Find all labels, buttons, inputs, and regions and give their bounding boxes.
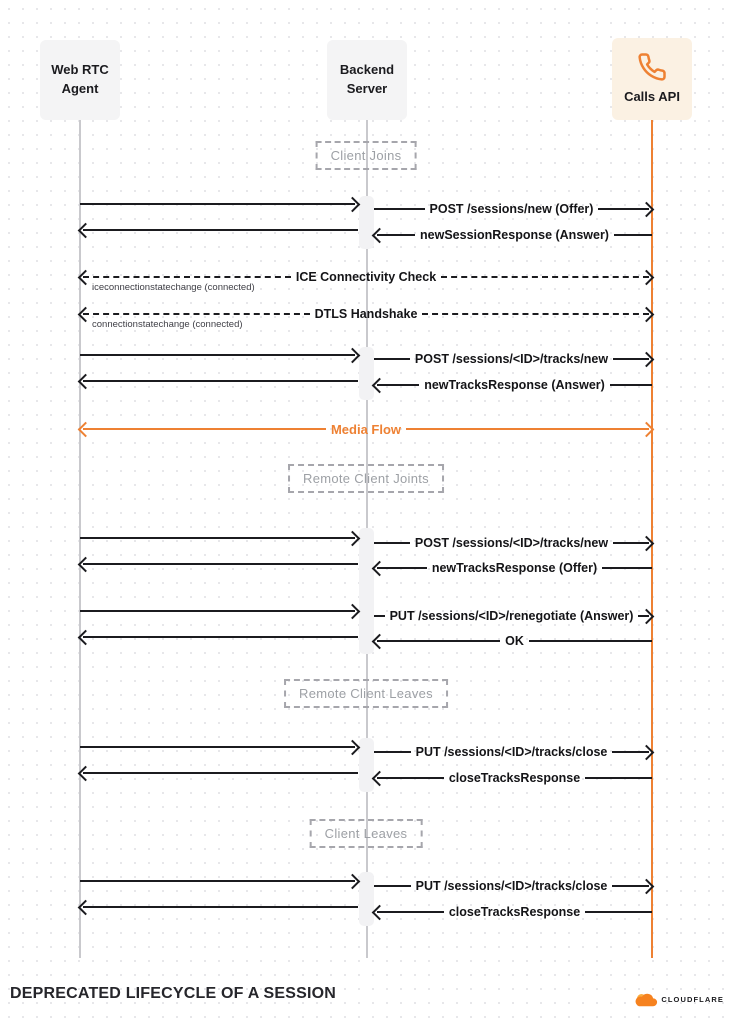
dashed-arrow-line (441, 276, 649, 278)
actor-label: Server (346, 81, 388, 96)
arrowhead-right-icon (345, 739, 361, 755)
phone-icon (637, 52, 667, 82)
arrowhead-left-icon (372, 227, 388, 243)
message-label: Media Flow (330, 421, 402, 437)
activation-bar (359, 196, 374, 249)
arrowhead-left-icon (78, 556, 94, 572)
message-put-tracks-close-remote (374, 744, 652, 760)
phase-remote-client-leaves: Remote Client Leaves (284, 679, 448, 708)
message-response-left-segment (80, 556, 358, 572)
activation-bar (359, 872, 374, 926)
message-close-tracks-response-remote (374, 770, 652, 786)
actor-label: Web RTC (51, 62, 109, 78)
arrowhead-left-icon (78, 306, 94, 322)
arrowhead-right-icon (639, 535, 655, 551)
actor-calls-api (612, 38, 692, 120)
page-title: DEPRECATED LIFECYCLE OF A SESSION (10, 985, 337, 1002)
arrow-line (80, 746, 355, 748)
message-put-tracks-close (374, 878, 652, 894)
arrow-line (614, 234, 652, 236)
arrow-line (585, 777, 652, 779)
arrowhead-left-icon (372, 633, 388, 649)
arrow-line (585, 911, 652, 913)
arrowhead-left-icon (372, 904, 388, 920)
arrow-line (374, 885, 411, 887)
arrowhead-left-icon (78, 373, 94, 389)
arrowhead-right-icon (639, 201, 655, 217)
arrow-line (602, 567, 652, 569)
message-label: ICE Connectivity Check (295, 270, 437, 284)
arrow-line (80, 880, 355, 882)
message-media-flow (80, 421, 652, 437)
cloudflare-cloud-icon (634, 992, 658, 1007)
message-label: PUT /sessions/<ID>/tracks/close (415, 745, 608, 759)
arrowhead-right-icon (639, 421, 655, 437)
message-request-left-segment (80, 347, 358, 363)
arrow-line (83, 772, 358, 774)
message-request-left-segment (80, 530, 358, 546)
message-new-tracks-response-answer (374, 377, 652, 393)
arrowhead-right-icon (639, 351, 655, 367)
message-request-left-segment (80, 739, 358, 755)
message-label: newSessionResponse (Answer) (420, 228, 609, 242)
message-new-session-response (374, 227, 652, 243)
event-note: connectionstatechange (connected) (92, 319, 243, 330)
arrowhead-left-icon (78, 899, 94, 915)
dashed-arrow-line (83, 276, 291, 278)
arrowhead-right-icon (345, 873, 361, 889)
message-label: closeTracksResponse (448, 771, 581, 785)
arrowhead-right-icon (345, 347, 361, 363)
arrowhead-right-icon (639, 878, 655, 894)
arrowhead-right-icon (639, 306, 655, 322)
arrowhead-left-icon (78, 421, 94, 437)
actor-label: Backend (339, 62, 395, 78)
arrow-line (374, 751, 411, 753)
arrowhead-right-icon (345, 603, 361, 619)
message-response-left-segment (80, 899, 358, 915)
message-label: POST /sessions/<ID>/tracks/new (414, 536, 609, 550)
arrow-line (377, 640, 500, 642)
arrowhead-left-icon (78, 629, 94, 645)
message-label: newTracksResponse (Answer) (424, 378, 605, 392)
arrowhead-right-icon (639, 269, 655, 285)
message-label: DTLS Handshake (314, 307, 418, 321)
dashed-arrow-line (422, 313, 649, 315)
message-close-tracks-response (374, 904, 652, 920)
arrow-line (374, 208, 425, 210)
arrowhead-right-icon (639, 744, 655, 760)
activation-bar (359, 528, 374, 654)
message-post-sessions-new (374, 201, 652, 217)
message-label: POST /sessions/<ID>/tracks/new (414, 352, 609, 366)
arrow-line (83, 636, 358, 638)
message-label: closeTracksResponse (448, 905, 581, 919)
arrowhead-left-icon (78, 269, 94, 285)
event-note: iceconnectionstatechange (connected) (92, 282, 255, 293)
arrowhead-left-icon (78, 765, 94, 781)
arrow-line (80, 610, 355, 612)
message-response-left-segment (80, 222, 358, 238)
arrow-line (80, 354, 355, 356)
message-response-left-segment (80, 373, 358, 389)
brand-name: CLOUDFLARE (661, 995, 724, 1004)
arrow-line (83, 380, 358, 382)
phase-client-joins: Client Joins (316, 141, 417, 170)
arrowhead-left-icon (372, 377, 388, 393)
message-request-left-segment (80, 603, 358, 619)
message-label: newTracksResponse (Offer) (431, 561, 598, 575)
activation-bar (359, 738, 374, 792)
actor-web-rtc-agent (40, 40, 120, 120)
arrowhead-left-icon (78, 222, 94, 238)
arrowhead-left-icon (372, 560, 388, 576)
activation-bar (359, 347, 374, 400)
message-label: POST /sessions/new (Offer) (429, 202, 594, 216)
arrow-line (610, 384, 652, 386)
arrow-line (83, 563, 358, 565)
actor-label: Agent (61, 81, 99, 96)
cloudflare-logo (634, 992, 724, 1007)
message-label: OK (505, 634, 524, 648)
arrowhead-right-icon (345, 196, 361, 212)
message-new-tracks-response-offer (374, 560, 652, 576)
message-label: PUT /sessions/<ID>/renegotiate (Answer) (389, 609, 634, 623)
arrow-line (80, 203, 355, 205)
arrowhead-right-icon (639, 608, 655, 624)
arrow-line (529, 640, 652, 642)
message-response-left-segment (80, 765, 358, 781)
arrow-line (80, 537, 355, 539)
message-request-left-segment (80, 196, 358, 212)
arrow-line (374, 358, 410, 360)
arrow-line (83, 229, 358, 231)
message-post-tracks-new-remote (374, 535, 652, 551)
arrow-line (374, 542, 410, 544)
actor-label: Calls API (624, 88, 680, 104)
arrow-line (83, 906, 358, 908)
message-post-tracks-new (374, 351, 652, 367)
arrow-line (374, 615, 385, 617)
arrow-line (406, 428, 649, 430)
arrowhead-left-icon (372, 770, 388, 786)
message-put-renegotiate (374, 608, 652, 624)
message-request-left-segment (80, 873, 358, 889)
arrowhead-right-icon (345, 530, 361, 546)
message-response-left-segment (80, 629, 358, 645)
dashed-arrow-line (83, 313, 310, 315)
arrow-line (83, 428, 326, 430)
message-label: PUT /sessions/<ID>/tracks/close (415, 879, 608, 893)
actor-backend-server (327, 40, 407, 120)
phase-client-leaves: Client Leaves (310, 819, 423, 848)
message-ok (374, 633, 652, 649)
phase-remote-client-joints: Remote Client Joints (288, 464, 444, 493)
